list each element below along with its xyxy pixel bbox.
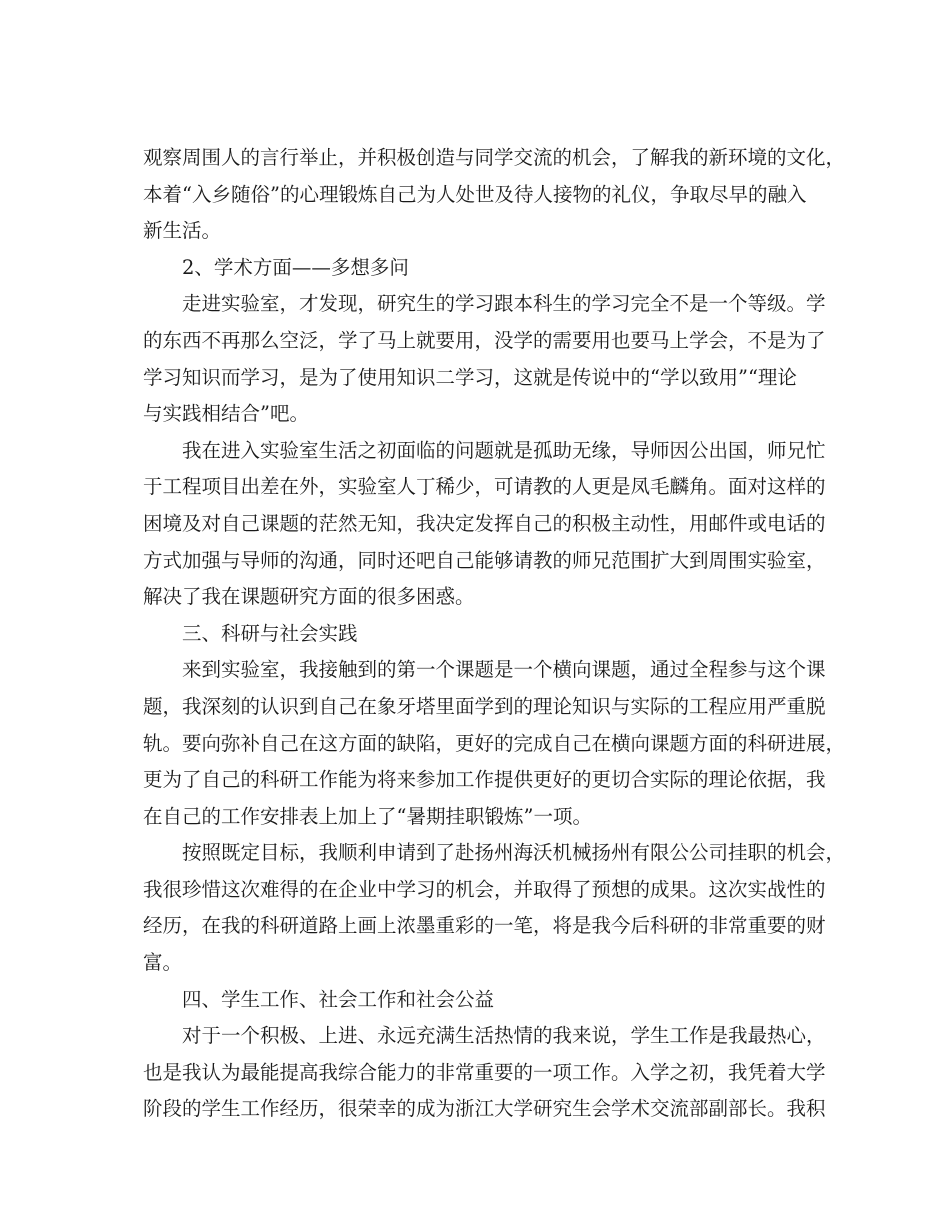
- text-line: 的东西不再那么空泛，学了马上就要用，没学的需要用也要马上学会，不是为了: [143, 328, 826, 352]
- text-line: 困境及对自己课题的茫然无知，我决定发挥自己的积极主动性，用邮件或电话的: [143, 511, 826, 535]
- paragraph-first-project: [143, 652, 846, 835]
- text-line: 方式加强与导师的沟通，同时还吧自己能够请教的师兄范围扩大到周围实验室，: [143, 548, 826, 572]
- paragraph-lab-challenges: [143, 433, 826, 616]
- paragraph-intro-continuation: [143, 140, 846, 250]
- paragraph-internship: [143, 835, 846, 981]
- text-line: 观察周围人的言行举止，并积极创造与同学交流的机会，了解我的新环境的文化，: [143, 146, 846, 169]
- document-page: [143, 140, 846, 1128]
- heading-line: 四、学生工作、社会工作和社会公益: [182, 987, 495, 1011]
- text-line: 于工程项目出差在外，实验室人丁稀少，可请教的人更是凤毛麟角。面对这样的: [143, 475, 826, 499]
- section-heading-academic: [143, 250, 803, 287]
- text-line: 轨。要向弥补自己在这方面的缺陷，更好的完成自己在横向课题方面的科研进展，: [143, 731, 846, 755]
- text-line: 按照既定目标，我顺利申请到了赴扬州海沃机械扬州有限公公司挂职的机会，: [182, 841, 846, 865]
- text-line: 学习知识而学习，是为了使用知识二学习，这就是传说中的“学以致用”“理论: [143, 365, 797, 389]
- text-line: 我很珍惜这次难得的在企业中学习的机会，并取得了预想的成果。这次实战性的: [143, 877, 826, 901]
- text-line: 解决了我在课题研究方面的很多困惑。: [143, 585, 475, 609]
- paragraph-student-union: [143, 1018, 826, 1128]
- text-line: 走进实验室，才发现，研究生的学习跟本科生的学习完全不是一个等级。学: [182, 292, 826, 316]
- heading-line: 三、科研与社会实践: [182, 621, 358, 645]
- text-line: 经历，在我的科研道路上画上浓墨重彩的一笔，将是我今后科研的非常重要的财: [143, 914, 826, 938]
- section-heading-student-work: [143, 982, 803, 1019]
- text-line: 来到实验室，我接触到的第一个课题是一个横向课题，通过全程参与这个课: [182, 658, 826, 682]
- paragraph-lab-study: [143, 286, 826, 432]
- text-line: 本着“入乡随俗”的心理锻炼自己为人处世及待人接物的礼仪，争取尽早的融入: [143, 182, 807, 206]
- text-line: 更为了自己的科研工作能为将来参加工作提供更好的更切合实际的理论依据，我: [143, 768, 826, 792]
- text-line: 富。: [143, 951, 183, 975]
- text-line: 我在进入实验室生活之初面临的问题就是孤助无缘，导师因公出国，师兄忙: [182, 438, 826, 462]
- text-line: 阶段的学生工作经历，很荣幸的成为浙江大学研究生会学术交流部副部长。我积: [143, 1097, 826, 1121]
- text-line: 对于一个积极、上进、永远充满生活热情的我来说，学生工作是我最热心，: [182, 1024, 826, 1048]
- text-line: 与实践相结合”吧。: [143, 402, 309, 426]
- heading-line: 2、学术方面——多想多问: [182, 255, 409, 279]
- text-line: 也是我认为最能提高我综合能力的非常重要的一项工作。入学之初，我凭着大学: [143, 1060, 826, 1084]
- text-line: 在自己的工作安排表上加上了“暑期挂职锻炼”一项。: [143, 804, 592, 828]
- text-line: 新生活。: [143, 219, 222, 243]
- text-line: 题，我深刻的认识到自己在象牙塔里面学到的理论知识与实际的工程应用严重脱: [143, 694, 826, 718]
- section-heading-research: [143, 616, 803, 653]
